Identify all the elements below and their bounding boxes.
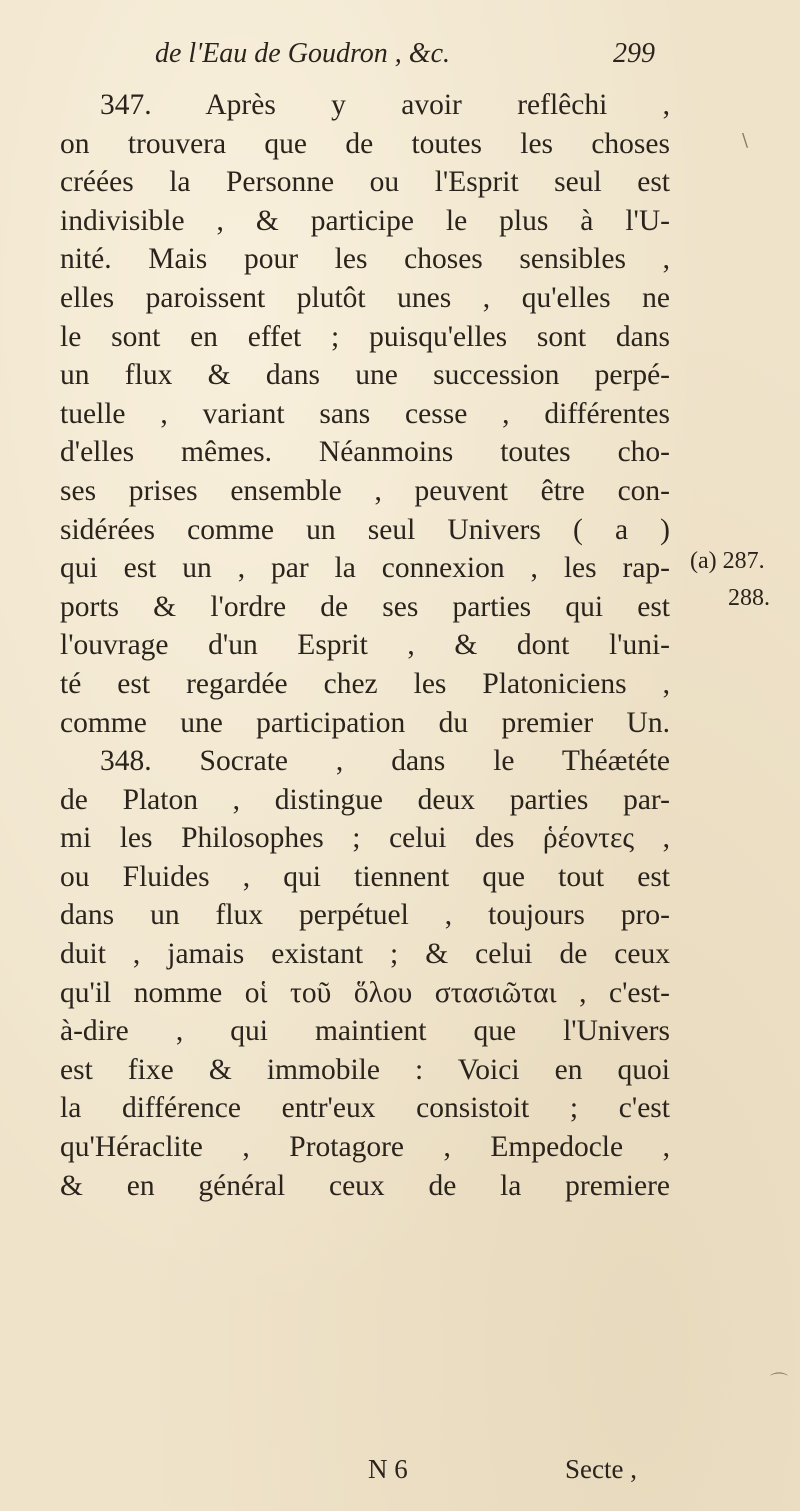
- text-line: comme une participation du premier Un.: [60, 706, 670, 739]
- stray-mark: \: [742, 130, 749, 151]
- text-line: duit , jamais existant ; & celui de ceux: [60, 938, 670, 971]
- text-line: créées la Personne ou l'Esprit seul est: [60, 166, 670, 199]
- text-line: on trouvera que de toutes les choses: [60, 127, 670, 160]
- text-line: té est regardée chez les Platoniciens ,: [60, 667, 670, 700]
- text-line: mi les Philosophes ; celui des ῥέοντες ,: [60, 822, 670, 855]
- text-line: le sont en effet ; puisqu'elles sont dans: [60, 320, 670, 353]
- stray-mark: ⌒: [770, 1372, 788, 1393]
- body-text: [60, 86, 670, 1205]
- page-header: [155, 38, 655, 78]
- text-line: tuelle , variant sans cesse , différentes: [60, 397, 670, 430]
- text-line: 348. Socrate , dans le Théætéte: [100, 745, 670, 778]
- text-line: à-dire , qui maintient que l'Univers: [60, 1015, 670, 1048]
- text-line: ses prises ensemble , peuvent être con-: [60, 474, 670, 507]
- text-line: l'ouvrage d'un Esprit , & dont l'uni-: [60, 629, 670, 662]
- text-line: sidérées comme un seul Univers ( a ): [60, 513, 670, 546]
- text-line: & en général ceux de la premiere: [60, 1169, 670, 1202]
- text-line: qui est un , par la connexion , les rap-: [60, 552, 670, 585]
- text-line: d'elles mêmes. Néanmoins toutes cho-: [60, 436, 670, 469]
- text-line: de Platon , distingue deux parties par-: [60, 783, 670, 816]
- text-line: nité. Mais pour les choses sensibles ,: [60, 243, 670, 276]
- text-line: la différence entr'eux consistoit ; c'est: [60, 1092, 670, 1125]
- text-line: qu'il nomme οἱ τοῦ ὅλου στασιῶται , c'est-: [60, 976, 670, 1009]
- text-line: elles paroissent plutôt unes , qu'elles ne: [60, 281, 670, 314]
- text-line: ou Fluides , qui tiennent que tout est: [60, 860, 670, 893]
- margin-note: (a) 287.: [690, 548, 765, 574]
- signature-mark: N 6: [368, 1454, 408, 1484]
- margin-note: 288.: [728, 585, 770, 611]
- text-line: 347. Après y avoir reflêchi ,: [100, 89, 670, 121]
- running-title: de l'Eau de Goudron , &c.: [155, 38, 451, 69]
- text-line: indivisible , & participe le plus à l'U-: [60, 204, 670, 237]
- text-line: ports & l'ordre de ses parties qui est: [60, 590, 670, 623]
- text-line: qu'Héraclite , Protagore , Empedocle ,: [60, 1131, 670, 1164]
- text-line: un flux & dans une succession perpé-: [60, 359, 670, 392]
- catchword: Secte ,: [565, 1454, 637, 1484]
- page-number: 299: [613, 38, 655, 69]
- text-line: est fixe & immobile : Voici en quoi: [60, 1053, 670, 1086]
- text-line: dans un flux perpétuel , toujours pro-: [60, 899, 670, 932]
